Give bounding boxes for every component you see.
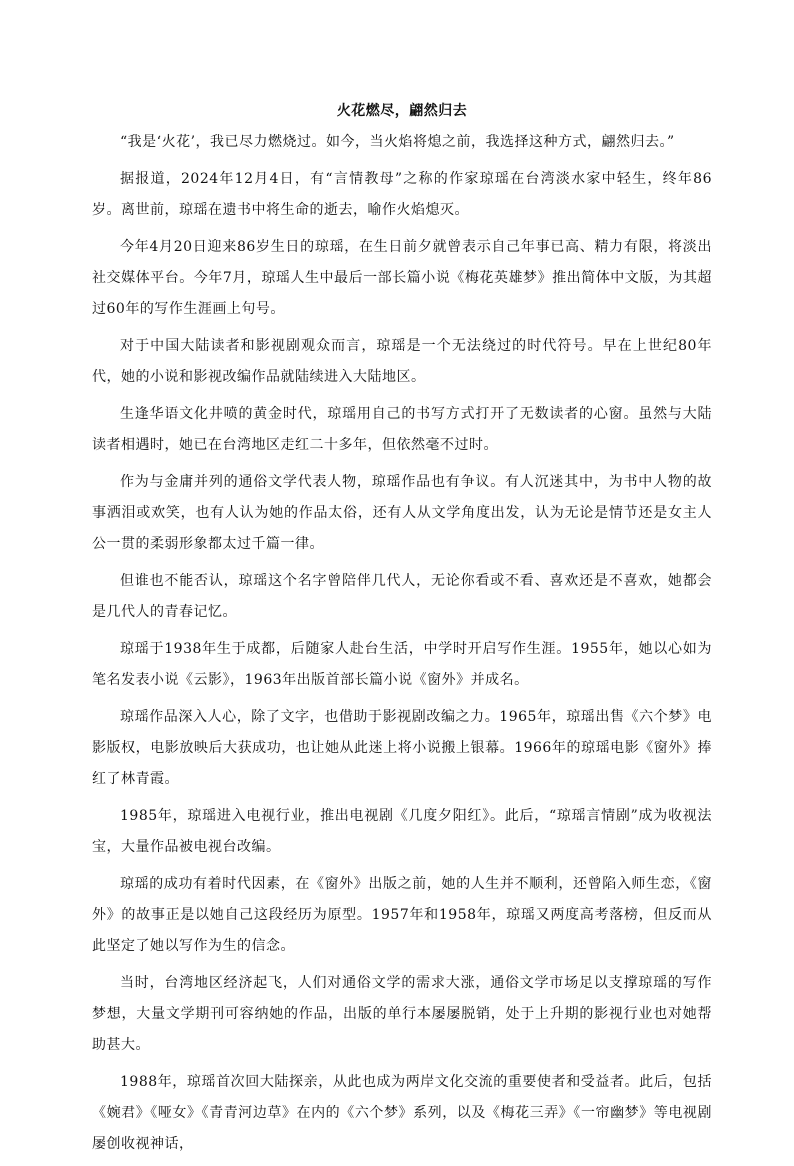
article	[92, 101, 712, 1166]
paragraph: 当时，台湾地区经济起飞，人们对通俗文学的需求大涨，通俗文学市场足以支撑琼瑶的写作梦想，大量文学期刊可容纳她的作品，出版的单行本屡屡脱销，处于上升期的影视行业也对她帮助甚大。	[92, 975, 712, 1053]
article-title: 火花燃尽，翩然归去	[336, 103, 468, 119]
paragraph: 琼瑶于1938年生于成都，后随家人赴台生活，中学时开启写作生涯。1955年，她以心如为笔名发表小说《云影》，1963年出版首部长篇小说《窗外》并成名。	[92, 641, 712, 688]
paragraph: 1985年，琼瑶进入电视行业，推出电视剧《几度夕阳红》。此后，“琼瑶言情剧”成为收视法宝，大量作品被电视台改编。	[92, 808, 712, 855]
paragraph: 今年4月20日迎来86岁生日的琼瑶，在生日前夕就曾表示自己年事已高、精力有限，将淡出社交媒体平台。今年7月，琼瑶人生中最后一部长篇小说《梅花英雄梦》推出简体中文版，为其超过60年的写作生涯画上句号。	[92, 239, 712, 317]
paragraph: 琼瑶作品深入人心，除了文字，也借助于影视剧改编之力。1965年，琼瑶出售《六个梦》电影版权，电影放映后大获成功，也让她从此迷上将小说搬上银幕。1966年的琼瑶电影《窗外》捧红了林青霞。	[92, 709, 712, 787]
paragraph: 对于中国大陆读者和影视剧观众而言，琼瑶是一个无法绕过的时代符号。早在上世纪80年代，她的小说和影视改编作品就陆续进入大陆地区。	[92, 338, 712, 385]
paragraph: 生逢华语文化井喷的黄金时代，琼瑶用自己的书写方式打开了无数读者的心窗。虽然与大陆读者相遇时，她已在台湾地区走红二十多年，但依然毫不过时。	[92, 406, 712, 453]
paragraph: 据报道，2024年12月4日，有“言情教母”之称的作家琼瑶在台湾淡水家中轻生，终年86岁。离世前，琼瑶在遗书中将生命的逝去，喻作火焰熄灭。	[92, 171, 712, 218]
paragraph: 1988年，琼瑶首次回大陆探亲，从此也成为两岸文化交流的重要使者和受益者。此后，包括《婉君》《哑女》《青青河边草》在内的《六个梦》系列，以及《梅花三弄》《一帘幽梦》等电视剧屡创收视神话，	[92, 1074, 712, 1152]
paragraph: 作为与金庸并列的通俗文学代表人物，琼瑶作品也有争议。有人沉迷其中，为书中人物的故事洒泪或欢笑，也有人认为她的作品太俗，还有人从文学角度出发，认为无论是情节还是女主人公一贯的柔弱形象都太过千篇一律。	[92, 474, 712, 552]
paragraph: 琼瑶的成功有着时代因素，在《窗外》出版之前，她的人生并不顺利，还曾陷入师生恋，《窗外》的故事正是以她自己这段经历为原型。1957年和1958年，琼瑶又两度高考落榜，但反而从此坚定了她以写作为生的信念。	[92, 876, 712, 954]
paragraph: 但谁也不能否认，琼瑶这个名字曾陪伴几代人，无论你看或不看、喜欢还是不喜欢，她都会是几代人的青春记忆。	[92, 573, 712, 620]
paragraph-quote: “我是‘火花’，我已尽力燃烧过。如今，当火焰将熄之前，我选择这种方式，翩然归去。”	[120, 134, 675, 150]
